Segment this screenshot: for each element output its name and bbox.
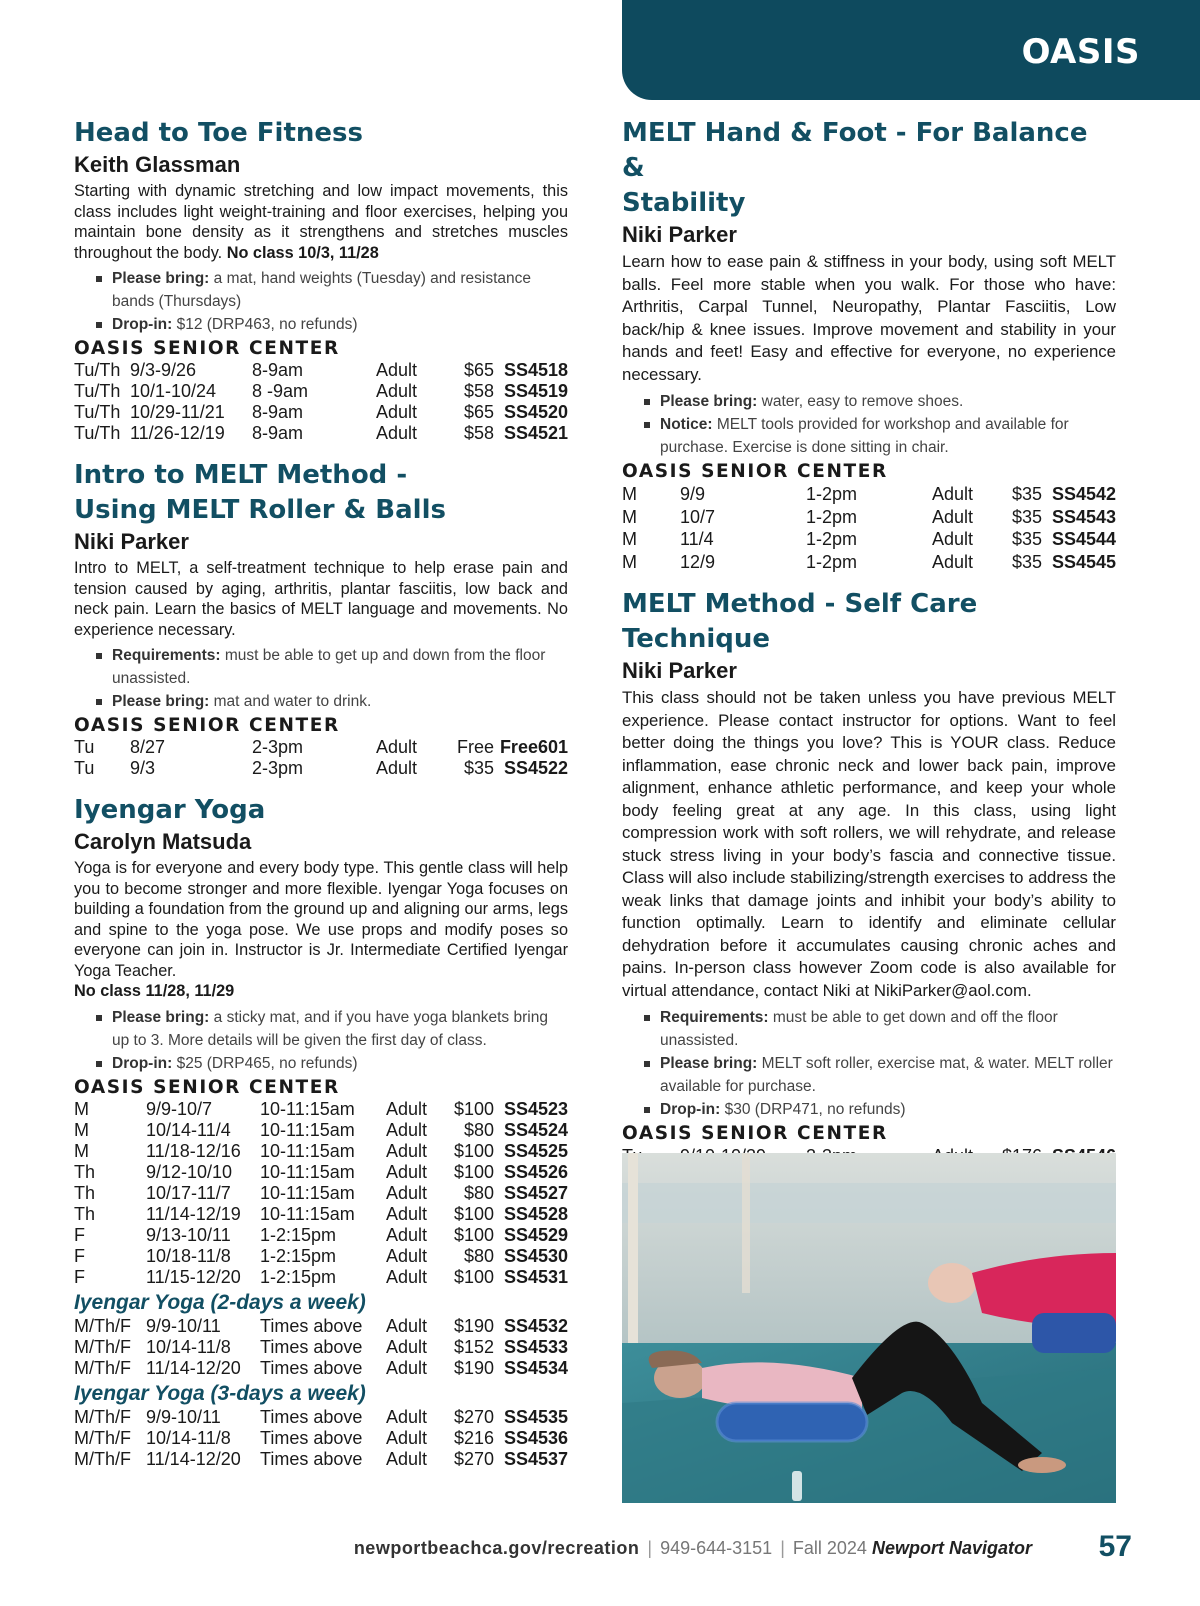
schedule-age: Adult xyxy=(386,1161,428,1182)
schedule-price: $270 xyxy=(453,1448,494,1469)
class-description: This class should not be taken unless you have previous MELT experience. Please contact instructor for options. Want to feel better doing the things you love? This is YOUR class. Reduce inflammation, ease chronic neck and lower back pain, improve alignment, enhance athletic performance, and keep your whole body feeling great at any age. In this class, using light compression work with soft rollers, we will rehydrate, and release stuck stress living in your body’s fascia and connective tissue. Class will also include stabilizing/strength exercises to address the weak links that damage joints and inhibit your body’s ability to function optimally. Learn to identify and eliminate cellular dehydration before it accumulates causing chronic aches and pains. In-person class however Zoom code is also available for virtual attendance, contact Niki at NikiParker@aol.com. xyxy=(622,688,1116,1000)
schedule-time: 8 -9am xyxy=(252,381,309,401)
schedule-day: M xyxy=(622,551,637,572)
schedule-dates: 9/9 xyxy=(680,484,706,504)
instructor-name: Niki Parker xyxy=(622,222,737,247)
schedule-age: Adult xyxy=(376,381,418,401)
schedule-price: $100 xyxy=(453,1098,494,1119)
course-code: SS4536 xyxy=(503,1427,568,1448)
schedule-price: $100 xyxy=(453,1266,494,1287)
schedule-time: 10-11:15am xyxy=(260,1203,355,1224)
schedule-dates: 10/17-11/7 xyxy=(146,1182,231,1203)
schedule-dates: 10/14-11/8 xyxy=(146,1427,231,1448)
schedule-day: M/Th/F xyxy=(74,1336,131,1357)
course-code: SS4521 xyxy=(503,423,568,443)
class-photo xyxy=(622,1153,1116,1503)
schedule-row xyxy=(74,1267,568,1288)
schedule-day: M xyxy=(622,529,637,549)
note-item: Requirements: must be able to get down and off the floor unassisted. xyxy=(644,1006,1116,1052)
schedule-table xyxy=(74,1099,568,1288)
schedule-price: $35 xyxy=(1011,529,1042,549)
class-description: Starting with dynamic stretching and low impact movements, this class includes light weight-training and floor exercises, helping you maintain bone density as it strengthens and stretches muscles throughout the body. No class 10/3, 11/28 xyxy=(74,182,568,262)
instructor-name: Keith Glassman xyxy=(74,152,241,177)
location-label: OASIS SENIOR CENTER xyxy=(74,1076,340,1098)
schedule-age: Adult xyxy=(386,1266,428,1287)
schedule-dates: 11/26-12/19 xyxy=(130,423,225,443)
schedule-price: $100 xyxy=(453,1161,494,1182)
course-code: SS4525 xyxy=(503,1140,568,1161)
schedule-price: $58 xyxy=(463,381,494,401)
left-column xyxy=(74,116,568,1470)
schedule-row xyxy=(74,1316,568,1337)
class-title: Intro to MELT Method - Using MELT Roller & Balls xyxy=(74,460,446,525)
class-title: MELT Method - Self Care Technique xyxy=(622,589,978,654)
schedule-day: M/Th/F xyxy=(74,1357,131,1378)
schedule-time: Times above xyxy=(260,1448,363,1469)
course-code: SS4526 xyxy=(503,1161,568,1182)
schedule-time: 2-3pm xyxy=(252,758,304,778)
schedule-price: $100 xyxy=(453,1140,494,1161)
schedule-price: $80 xyxy=(463,1182,494,1203)
note-item: Please bring: a mat, hand weights (Tuesday) and resistance bands (Thursdays) xyxy=(96,267,568,313)
schedule-age: Adult xyxy=(386,1315,428,1336)
schedule-time: 10-11:15am xyxy=(260,1098,355,1119)
note-item: Drop-in: $30 (DRP471, no refunds) xyxy=(644,1098,1116,1121)
schedule-age: Adult xyxy=(376,423,418,443)
schedule-time: 1-2:15pm xyxy=(260,1266,337,1287)
schedule-time: 1-2pm xyxy=(806,484,858,504)
course-code: SS4534 xyxy=(503,1357,568,1378)
schedule-day: M/Th/F xyxy=(74,1448,131,1469)
schedule-dates: 9/3-9/26 xyxy=(130,360,197,380)
instructor-name: Niki Parker xyxy=(74,529,189,554)
class-notes xyxy=(74,1006,568,1075)
schedule-age: Adult xyxy=(932,506,974,527)
schedule-table xyxy=(74,360,568,444)
schedule-age: Adult xyxy=(386,1336,428,1357)
course-code: SS4528 xyxy=(503,1203,568,1224)
class-notes xyxy=(622,1006,1116,1121)
note-item: Drop-in: $12 (DRP463, no refunds) xyxy=(96,313,568,336)
schedule-age: Adult xyxy=(386,1245,428,1266)
schedule-time: 8-9am xyxy=(252,360,304,380)
schedule-time: Times above xyxy=(260,1336,363,1357)
section-banner xyxy=(622,0,1200,100)
note-item: Drop-in: $25 (DRP465, no refunds) xyxy=(96,1052,568,1075)
schedule-day: M xyxy=(622,506,637,527)
schedule-time: 1-2:15pm xyxy=(260,1245,337,1266)
schedule-price: $35 xyxy=(1011,484,1042,504)
schedule-age: Adult xyxy=(386,1182,428,1203)
schedule-row xyxy=(74,737,568,758)
schedule-day: Tu xyxy=(74,758,95,778)
schedule-row xyxy=(74,1449,568,1470)
schedule-dates: 10/7 xyxy=(680,506,716,527)
schedule-age: Adult xyxy=(386,1406,428,1427)
schedule-price: $190 xyxy=(453,1315,494,1336)
schedule-row xyxy=(74,1099,568,1120)
schedule-day: M/Th/F xyxy=(74,1427,131,1448)
schedule-price: Free xyxy=(456,737,494,757)
schedule-day: Th xyxy=(74,1161,96,1182)
schedule-price: $58 xyxy=(463,423,494,443)
schedule-dates: 11/4 xyxy=(680,529,714,549)
course-code: SS4520 xyxy=(503,402,568,422)
schedule-time: Times above xyxy=(260,1315,363,1336)
location-label: OASIS SENIOR CENTER xyxy=(622,461,888,482)
schedule-day: F xyxy=(74,1224,85,1245)
schedule-time: 1-2pm xyxy=(806,529,858,549)
page-number: 57 xyxy=(1098,1530,1132,1563)
schedule-row xyxy=(74,1120,568,1141)
schedule-row xyxy=(74,1162,568,1183)
schedule-age: Adult xyxy=(376,402,418,422)
schedule-row xyxy=(622,528,1116,551)
no-class-note: No class 10/3, 11/28 xyxy=(226,243,379,262)
course-code: SS4522 xyxy=(503,758,568,778)
schedule-row xyxy=(74,1407,568,1428)
class-notes xyxy=(74,267,568,336)
schedule-dates: 11/14-12/20 xyxy=(146,1448,241,1469)
schedule-time: Times above xyxy=(260,1406,363,1427)
location-label: OASIS SENIOR CENTER xyxy=(74,338,340,359)
note-item: Requirements: must be able to get up and down from the floor unassisted. xyxy=(96,644,568,690)
schedule-dates: 10/14-11/8 xyxy=(146,1336,231,1357)
page-footer xyxy=(0,1530,1200,1570)
sub-heading: Iyengar Yoga (2-days a week) xyxy=(74,1290,366,1314)
class-title: Iyengar Yoga xyxy=(74,795,266,825)
schedule-table xyxy=(74,1316,568,1379)
course-code: SS4543 xyxy=(1051,506,1116,527)
note-item: Please bring: water, easy to remove shoes. xyxy=(644,390,1116,413)
course-code: SS4532 xyxy=(503,1315,568,1336)
note-item: Please bring: mat and water to drink. xyxy=(96,690,568,713)
course-code: SS4542 xyxy=(1051,484,1116,504)
schedule-age: Adult xyxy=(386,1203,428,1224)
schedule-day: Th xyxy=(74,1203,96,1224)
schedule-row xyxy=(622,551,1116,574)
schedule-row xyxy=(74,423,568,444)
schedule-dates: 11/14-12/19 xyxy=(146,1203,241,1224)
class-notes xyxy=(622,390,1116,459)
class-notes xyxy=(74,644,568,713)
schedule-price: $100 xyxy=(453,1224,494,1245)
right-column xyxy=(622,116,1116,1190)
schedule-row xyxy=(74,1246,568,1267)
schedule-time: 10-11:15am xyxy=(260,1161,355,1182)
location-label: OASIS SENIOR CENTER xyxy=(622,1123,888,1144)
course-code: SS4533 xyxy=(503,1336,568,1357)
schedule-row xyxy=(74,1225,568,1246)
course-code: SS4537 xyxy=(503,1448,568,1469)
no-class-note: No class 11/28, 11/29 xyxy=(74,982,235,1000)
class-description: Yoga is for everyone and every body type. This gentle class will help you to become stronger and more flexible. Iyengar Yoga focuses on building a foundation from the ground up and aligning our arms, legs and spine to the yoga pose. We use props and modify poses so everyone can join in. Instructor is Jr. Intermediate Certified Iyengar Yoga Teacher. No class 11/28, 11/29 xyxy=(74,859,568,1000)
course-code: SS4529 xyxy=(503,1224,568,1245)
photo-illustration xyxy=(622,1153,1116,1503)
schedule-age: Adult xyxy=(386,1427,428,1448)
schedule-price: $190 xyxy=(453,1357,494,1378)
course-code: SS4535 xyxy=(503,1406,568,1427)
schedule-row xyxy=(74,1428,568,1449)
schedule-day: M xyxy=(622,484,637,504)
schedule-price: $65 xyxy=(463,360,494,380)
schedule-dates: 11/15-12/20 xyxy=(146,1266,241,1287)
course-code: Free601 xyxy=(499,737,568,757)
schedule-row xyxy=(74,1141,568,1162)
schedule-age: Adult xyxy=(932,551,974,572)
schedule-table xyxy=(74,1407,568,1470)
note-item: Please bring: a sticky mat, and if you have yoga blankets bring up to 3. More details will be given the first day of class. xyxy=(96,1006,568,1052)
schedule-dates: 10/29-11/21 xyxy=(130,402,225,422)
schedule-row xyxy=(74,1183,568,1204)
schedule-time: 8-9am xyxy=(252,423,304,443)
schedule-day: M/Th/F xyxy=(74,1315,131,1336)
schedule-dates: 11/14-12/20 xyxy=(146,1357,241,1378)
schedule-day: Tu/Th xyxy=(74,423,121,443)
schedule-price: $216 xyxy=(453,1427,494,1448)
schedule-day: M xyxy=(74,1119,89,1140)
schedule-dates: 9/9-10/7 xyxy=(146,1098,213,1119)
schedule-age: Adult xyxy=(386,1098,428,1119)
schedule-row xyxy=(622,483,1116,506)
schedule-day: Tu/Th xyxy=(74,381,121,401)
course-code: SS4544 xyxy=(1051,529,1116,549)
class-title: Head to Toe Fitness xyxy=(74,118,363,148)
schedule-dates: 9/9-10/11 xyxy=(146,1406,221,1427)
schedule-time: 8-9am xyxy=(252,402,304,422)
schedule-price: $100 xyxy=(453,1203,494,1224)
schedule-time: 1-2pm xyxy=(806,551,858,572)
schedule-price: $65 xyxy=(463,402,494,422)
schedule-age: Adult xyxy=(376,758,418,778)
schedule-price: $35 xyxy=(463,758,494,778)
schedule-day: Tu/Th xyxy=(74,402,121,422)
schedule-dates: 10/18-11/8 xyxy=(146,1245,231,1266)
schedule-row xyxy=(74,1358,568,1379)
schedule-time: 1-2:15pm xyxy=(260,1224,337,1245)
course-code: SS4523 xyxy=(503,1098,568,1119)
schedule-age: Adult xyxy=(386,1357,428,1378)
schedule-dates: 8/27 xyxy=(130,737,166,757)
class-description: Learn how to ease pain & stiffness in your body, using soft MELT balls. Feel more stable when you walk. For those who have: Arthritis, Carpal Tunnel, Neuropathy, Plantar Fasciitis, Low back/hip & knee issues. Improve movement and stability in your hands and feet! Easy and effective for everyone, no experience necessary. xyxy=(622,252,1116,384)
course-code: SS4519 xyxy=(503,381,568,401)
schedule-price: $270 xyxy=(453,1406,494,1427)
schedule-time: Times above xyxy=(260,1357,363,1378)
class-description: Intro to MELT, a self-treatment technique to help erase pain and tension caused by aging, arthritis, plantar fasciitis, low back and neck pain. Learn the basics of MELT language and movements. No experience necessary. xyxy=(74,559,568,639)
course-code: SS4545 xyxy=(1051,551,1116,572)
schedule-age: Adult xyxy=(386,1448,428,1469)
schedule-age: Adult xyxy=(932,529,974,549)
schedule-age: Adult xyxy=(386,1140,428,1161)
schedule-age: Adult xyxy=(376,737,418,757)
course-code: SS4518 xyxy=(503,360,568,380)
schedule-dates: 9/3 xyxy=(130,758,156,778)
course-code: SS4531 xyxy=(503,1266,568,1287)
schedule-table xyxy=(74,737,568,779)
course-code: SS4530 xyxy=(503,1245,568,1266)
banner-title: OASIS xyxy=(1021,32,1140,72)
schedule-day: Tu/Th xyxy=(74,360,121,380)
course-code: SS4527 xyxy=(503,1182,568,1203)
schedule-dates: 9/13-10/11 xyxy=(146,1224,231,1245)
schedule-dates: 9/12-10/10 xyxy=(146,1161,233,1182)
course-code: SS4524 xyxy=(503,1119,568,1140)
website-link[interactable]: newportbeachca.gov/recreation xyxy=(353,1538,640,1558)
schedule-time: 10-11:15am xyxy=(260,1182,355,1203)
schedule-row xyxy=(74,381,568,402)
schedule-time: 10-11:15am xyxy=(260,1119,355,1140)
schedule-age: Adult xyxy=(386,1119,428,1140)
location-label: OASIS SENIOR CENTER xyxy=(74,715,340,736)
schedule-dates: 10/1-10/24 xyxy=(130,381,217,401)
schedule-price: $152 xyxy=(453,1336,494,1357)
schedule-dates: 11/18-12/16 xyxy=(146,1140,241,1161)
schedule-day: Tu xyxy=(74,737,95,757)
footer-text: newportbeachca.gov/recreation | 949-644-3151 | Fall 2024 Newport Navigator xyxy=(353,1538,1032,1558)
schedule-price: $35 xyxy=(1011,551,1042,572)
schedule-day: F xyxy=(74,1266,85,1287)
schedule-row xyxy=(622,506,1116,529)
sub-heading: Iyengar Yoga (3-days a week) xyxy=(74,1381,366,1405)
schedule-time: 2-3pm xyxy=(252,737,304,757)
note-item: Please bring: MELT soft roller, exercise mat, & water. MELT roller available for purchase. xyxy=(644,1052,1116,1098)
instructor-name: Niki Parker xyxy=(622,658,737,683)
schedule-price: $80 xyxy=(463,1245,494,1266)
schedule-age: Adult xyxy=(376,360,418,380)
schedule-row xyxy=(74,1337,568,1358)
schedule-row xyxy=(74,758,568,779)
schedule-time: 10-11:15am xyxy=(260,1140,355,1161)
schedule-dates: 10/14-11/4 xyxy=(146,1119,231,1140)
schedule-age: Adult xyxy=(932,484,974,504)
instructor-name: Carolyn Matsuda xyxy=(74,829,252,854)
schedule-age: Adult xyxy=(386,1224,428,1245)
schedule-time: 1-2pm xyxy=(806,506,858,527)
schedule-time: Times above xyxy=(260,1427,363,1448)
class-title: MELT Hand & Foot - For Balance & Stability xyxy=(622,118,1088,218)
schedule-price: $35 xyxy=(1011,506,1042,527)
schedule-day: F xyxy=(74,1245,85,1266)
schedule-dates: 12/9 xyxy=(680,551,716,572)
schedule-day: Th xyxy=(74,1182,96,1203)
schedule-price: $80 xyxy=(463,1119,494,1140)
note-item: Notice: MELT tools provided for workshop and available for purchase. Exercise is done sitting in chair. xyxy=(644,413,1116,459)
magazine-name: Newport Navigator xyxy=(871,1538,1032,1558)
schedule-day: M xyxy=(74,1140,89,1161)
schedule-day: M xyxy=(74,1098,89,1119)
schedule-dates: 9/9-10/11 xyxy=(146,1315,221,1336)
schedule-row xyxy=(74,1204,568,1225)
season-label: Fall 2024 xyxy=(792,1538,867,1558)
schedule-row xyxy=(74,402,568,423)
schedule-row xyxy=(74,360,568,381)
phone-number: 949-644-3151 xyxy=(660,1538,773,1558)
schedule-day: M/Th/F xyxy=(74,1406,131,1427)
schedule-table xyxy=(622,483,1116,573)
